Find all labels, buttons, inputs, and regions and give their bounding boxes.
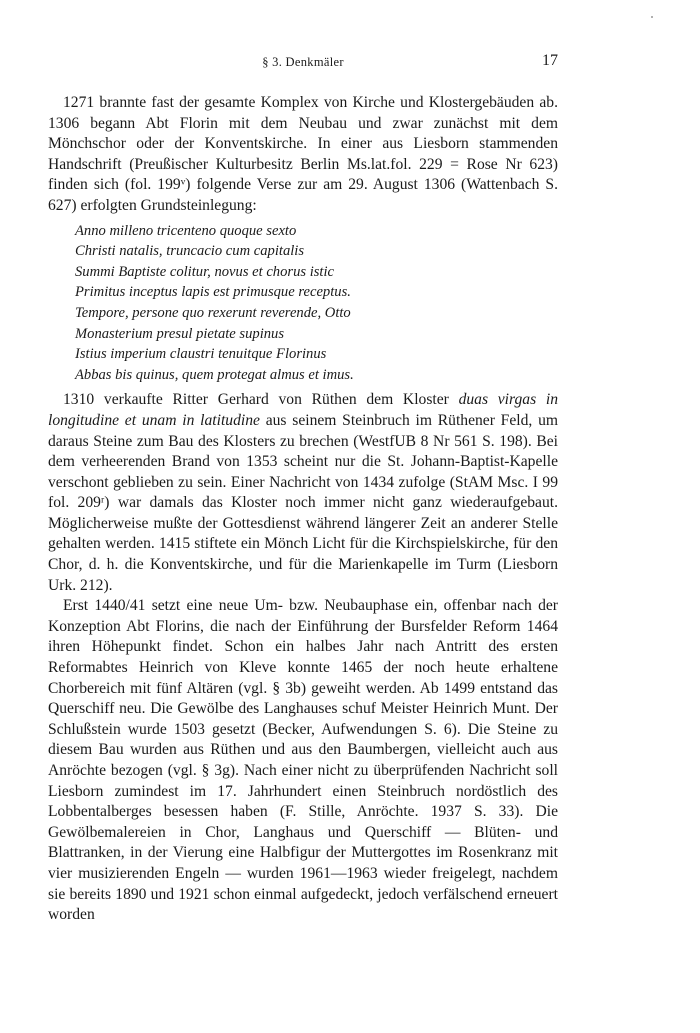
verse-line: Summi Baptiste colitur, novus et chorus istic <box>75 263 335 280</box>
running-header <box>48 52 558 72</box>
verse-line: Christi natalis, truncacio cum capitalis <box>75 243 305 260</box>
paragraph-3: Erst 1440/41 setzt eine neue Um- bzw. Neubauphase ein, offenbar nach der Konzeption Abt Florins, die nach der Einführung der Bursfelder Reform 1464 ihren Höhepunkt findet. Schon ein halbes Jahr nach Antritt des ersten Reformabtes Heinrich von Kleve konnte 1465 der noch heute erhaltene Chorbereich mit fünf Altären (vgl. § 3b) geweiht werden. Ab 1499 entstand das Querschiff neu. Die Gewölbe des Langhauses schuf Meister Heinrich Munt. Der Schlußstein wurde 1503 gesetzt (Becker, Aufwendungen S. 6). Die Steine zu diesem Bau wurden aus Rüthen und aus den Baumbergen, vielleicht auch aus Anröchte bezogen (vgl. § 3g). Nach einer nicht zu überprüfenden Nachricht soll Liesborn zumindest im 17. Jahrhundert einen Steinbruch nordöstlich des Lobbentalberges besessen haben (F. Stille, Anröchte. 1937 S. 33). Die Gewölbemalereien in Chor, Langhaus und Querschiff — Blüten- und Blattranken, in der Vierung eine Halbfigur der Muttergottes im Rosenkranz mit vier musizierenden Engeln — wurden 1961—1963 wieder freigelegt, nachdem sie bereits 1890 und 1921 schon einmal aufgedeckt, jedoch verfälschend erneuert worden <box>48 597 558 924</box>
page-number: 17 <box>542 52 558 69</box>
verse-line: Abbas bis quinus, quem protegat almus et imus. <box>75 366 354 383</box>
latin-quote: duas virgas in longitudine et unam in latitudine <box>48 391 558 429</box>
verse-line: Istius imperium claustri tenuitque Florinus <box>75 346 327 363</box>
paragraph-2 <box>48 390 558 596</box>
latin-verse <box>75 221 558 386</box>
verse-line: Monasterium presul pietate supinus <box>75 325 285 342</box>
section-title: § 3. Denkmäler <box>262 55 344 69</box>
paragraph-1: 1271 brannte fast der gesamte Komplex von Kirche und Klostergebäuden ab. 1306 begann Abt Florin mit dem Neubau und zwar zunächst mit dem Mönchschor oder der Konventskirche. In einer aus Liesborn stammenden Handschrift (Preußischer Kulturbesitz Berlin Ms.lat.fol. 229 = Rose Nr 623) finden sich (fol. 199ᵛ) folgende Verse zur am 29. August 1306 (Wattenbach S. 627) erfolgten Grundsteinlegung: <box>48 94 558 214</box>
verse-line: Primitus inceptus lapis est primusque receptus. <box>75 284 351 301</box>
verse-line: Tempore, persone quo rexerunt reverende, Otto <box>75 304 351 321</box>
page-body <box>48 93 558 926</box>
paragraph-2-start: 1310 verkaufte Ritter Gerhard von Rüthen dem Kloster <box>63 391 459 409</box>
paragraph-2-rest: aus seinem Steinbruch im Rüthener Feld, um daraus Steine zum Bau des Klosters zu brechen (WestfUB 8 Nr 561 S. 198). Bei dem verheerenden Brand von 1353 scheint nur die St. Johann-Baptist-Kapelle verschont geblieben zu sein. Einer Nachricht von 1434 zufolge (StAM Msc. I 99 fol. 209ʳ) war damals das Kloster noch immer nicht ganz wiederaufgebaut. Möglicherweise mußte der Gottesdienst während längerer Zeit an anderer Stelle gehalten werden. 1415 stiftete ein Mönch Licht für die Kirchspielskirche, für den Chor, d. h. die Konventskirche, und für die Marienkapelle im Turm (Liesborn Urk. 212). <box>48 411 558 594</box>
scan-speck <box>651 16 653 18</box>
verse-line: Anno milleno tricenteno quoque sexto <box>75 222 297 239</box>
